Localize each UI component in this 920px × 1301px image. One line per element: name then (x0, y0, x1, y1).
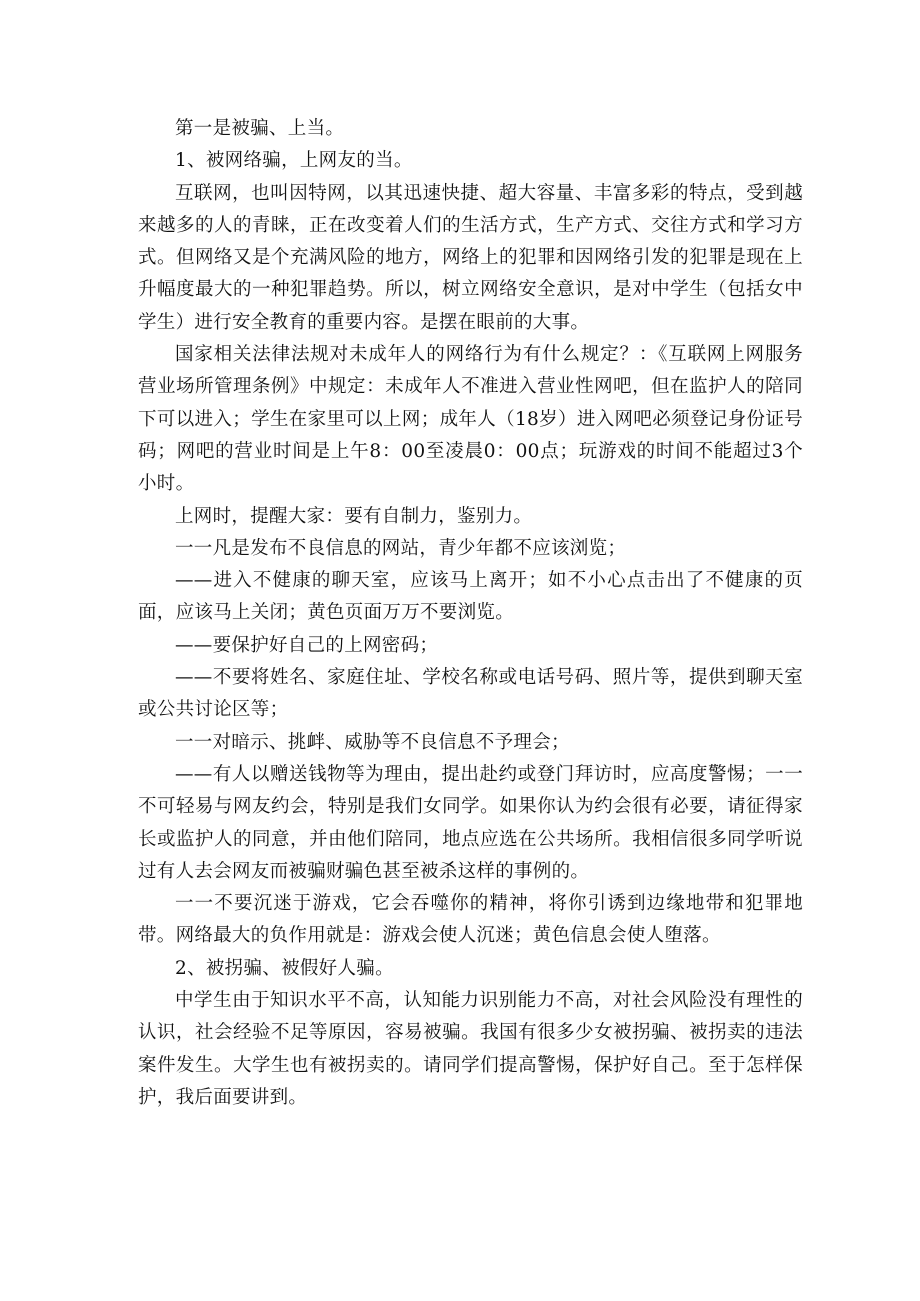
paragraph-reminder: 上网时，提醒大家：要有自制力，鉴别力。 (175, 505, 533, 527)
paragraph-law-regulations: 国家相关法律法规对未成年人的网络行为有什么规定？：《互联网上网服务营业场所管理条例》中规定：未成年人不准进入营业性网吧，但在监护人的陪同下可以进入；学生在家里可以上网；成年人（18岁）进入网吧必须登记身份证号码；网吧的营业时间是上午8：00至凌晨0：00点；玩游戏的时间不能超过3个小时。 (138, 344, 803, 495)
paragraph-subheading-1: 1、被网络骗，上网友的当。 (175, 150, 413, 172)
paragraph-tip-password: ——要保护好自己的上网密码； (175, 634, 439, 656)
document-body (138, 113, 803, 1114)
paragraph-tip-games: 一一不要沉迷于游戏，它会吞噬你的精神，将你引诱到边缘地带和犯罪地带。网络最大的负作用就是：游戏会使人沉迷；黄色信息会使人堕落。 (138, 893, 803, 947)
paragraph-tip-websites: 一一凡是发布不良信息的网站，青少年都不应该浏览； (175, 537, 627, 559)
paragraph-abduction: 中学生由于知识水平不高，认知能力识别能力不高，对社会风险没有理性的认识，社会经验不足等原因，容易被骗。我国有很多少女被拐骗、被拐卖的违法案件发生。大学生也有被拐卖的。请同学们提高警惕，保护好自己。至于怎样保护，我后面要讲到。 (138, 990, 803, 1108)
paragraph-heading-1: 第一是被骗、上当。 (175, 118, 345, 139)
paragraph-tip-personal-info: ——不要将姓名、家庭住址、学校名称或电话号码、照片等，提供到聊天室或公共讨论区等； (138, 667, 803, 721)
paragraph-subheading-2: 2、被拐骗、被假好人骗。 (175, 957, 394, 979)
paragraph-tip-meeting: ——有人以赠送钱物等为理由，提出赴约或登门拜访时，应高度警惕；一一不可轻易与网友约会，特别是我们女同学。如果你认为约会很有必要，请征得家长或监护人的同意，并由他们陪同，地点应选在公共场所。我相信很多同学听说过有人去会网友而被骗财骗色甚至被杀这样的事例的。 (138, 763, 803, 882)
paragraph-tip-chatroom: ——进入不健康的聊天室，应该马上离开；如不小心点击出了不健康的页面，应该马上关闭；黄色页面万万不要浏览。 (138, 570, 803, 624)
paragraph-tip-ignore: 一一对暗示、挑衅、威胁等不良信息不予理会； (175, 731, 570, 753)
paragraph-internet-intro: 互联网，也叫因特网，以其迅速快捷、超大容量、丰富多彩的特点，受到越来越多的人的青睐，正在改变着人们的生活方式，生产方式、交往方式和学习方式。但网络又是个充满风险的地方，网络上的犯罪和因网络引发的犯罪是现在上升幅度最大的一种犯罪趋势。所以，树立网络安全意识，是对中学生（包括女中学生）进行安全教育的重要内容。是摆在眼前的大事。 (138, 182, 803, 333)
